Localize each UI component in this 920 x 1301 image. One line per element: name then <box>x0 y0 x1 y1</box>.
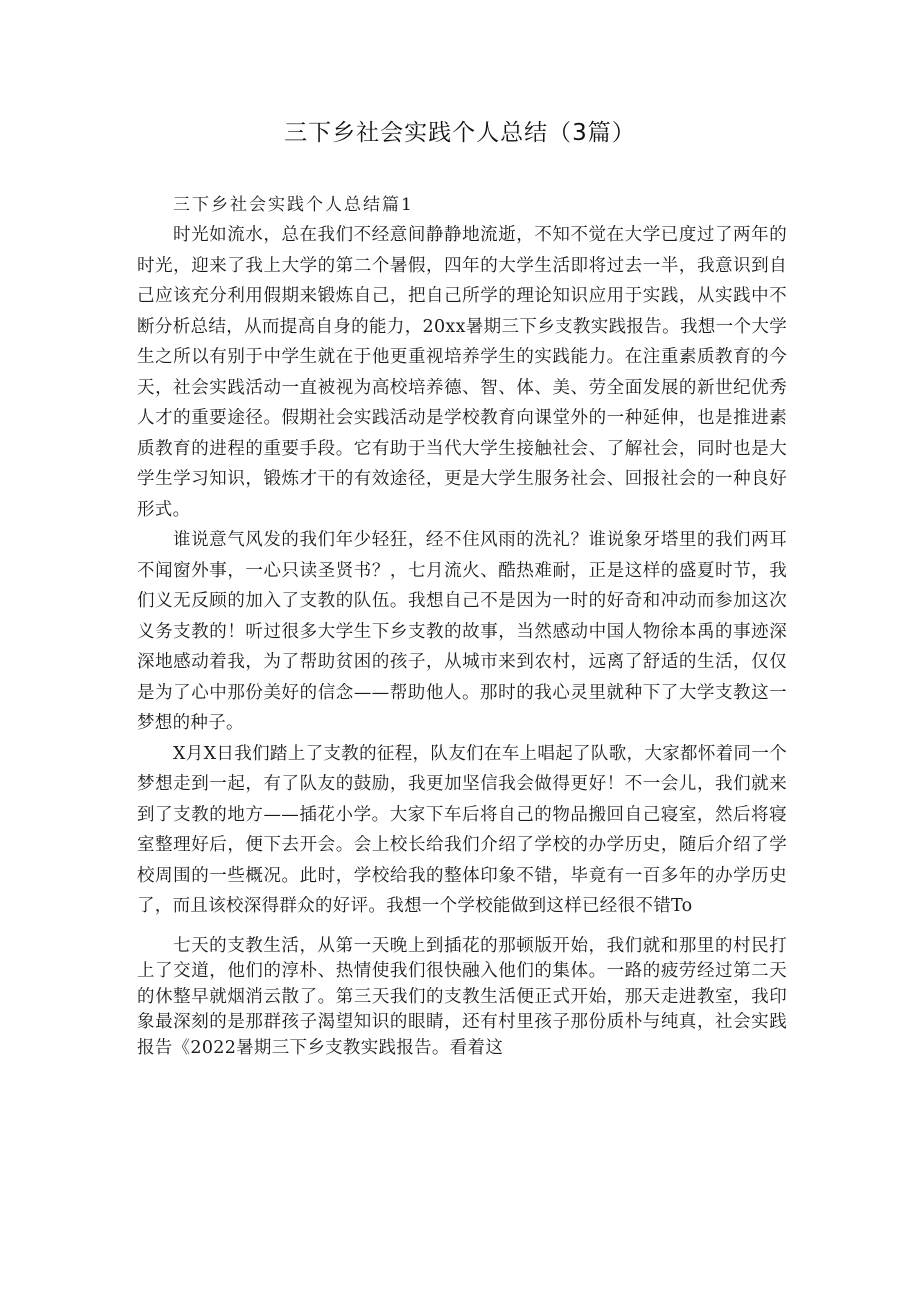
paragraph-4: 七天的支教生活，从第一天晚上到插花的那顿版开始，我们就和那里的村民打上了交道，他们的淳朴、热情使我们很快融入他们的集体。一路的疲劳经过第二天的休整早就烟消云散了。第三天我们的支教生活便正式开始，那天走进教室，我印象最深刻的是那群孩子渴望知识的眼睛，还有村里孩子那份质朴与纯真，社会实践报告《2022暑期三下乡支教实践报告。看着这 <box>137 935 787 1058</box>
paragraph-2: 谁说意气风发的我们年少轻狂，经不住风雨的洗礼？谁说象牙塔里的我们两耳不闻窗外事，一心只读圣贤书？，七月流火、酷热难耐，正是这样的盛夏时节，我们义无反顾的加入了支教的队伍。我想自己不是因为一时的好奇和冲动而参加这次义务支教的！听过很多大学生下乡支教的故事，当然感动中国人物徐本禹的事迹深深地感动着我，为了帮助贫困的孩子，从城市来到农村，远离了舒适的生活，仅仅是为了心中那份美好的信念——帮助他人。那时的我心灵里就种下了大学支教这一梦想的种子。 <box>137 530 787 733</box>
paragraph-3: X月X日我们踏上了支教的征程，队友们在车上唱起了队歌，大家都怀着同一个梦想走到一起，有了队友的鼓励，我更加坚信我会做得更好！不一会儿，我们就来到了支教的地方——插花小学。大家下车后将自己的物品搬回自己寝室，然后将寝室整理好后，便下去开会。会上校长给我们介绍了学校的办学历史，随后介绍了学校周围的一些概况。此时，学校给我的整体印象不错，毕竟有一百多年的办学历史了，而且该校深得群众的好评。我想一个学校能做到这样已经很不错To <box>137 743 787 916</box>
document-title: 三下乡社会实践个人总结（3篇） <box>284 120 636 146</box>
section-heading: 三下乡社会实践个人总结篇1 <box>173 195 414 215</box>
paragraph-1: 时光如流水，总在我们不经意间静静地流逝，不知不觉在大学已度过了两年的时光，迎来了我上大学的第二个暑假，四年的大学生活即将过去一半，我意识到自己应该充分利用假期来锻炼自己，把自己所学的理论知识应用于实践，从实践中不断分析总结，从而提高自身的能力，20xx暑期三下乡支教实践报告。我想一个大学生之所以有别于中学生就在于他更重视培养学生的实践能力。在注重素质教育的今天，社会实践活动一直被视为高校培养德、智、体、美、劳全面发展的新世纪优秀人才的重要途径。假期社会实践活动是学校教育向课堂外的一种延伸，也是推进素质教育的进程的重要手段。它有助于当代大学生接触社会、了解社会，同时也是大学生学习知识，锻炼才干的有效途径，更是大学生服务社会、回报社会的一种良好形式。 <box>137 225 787 520</box>
document-body <box>137 190 787 1061</box>
